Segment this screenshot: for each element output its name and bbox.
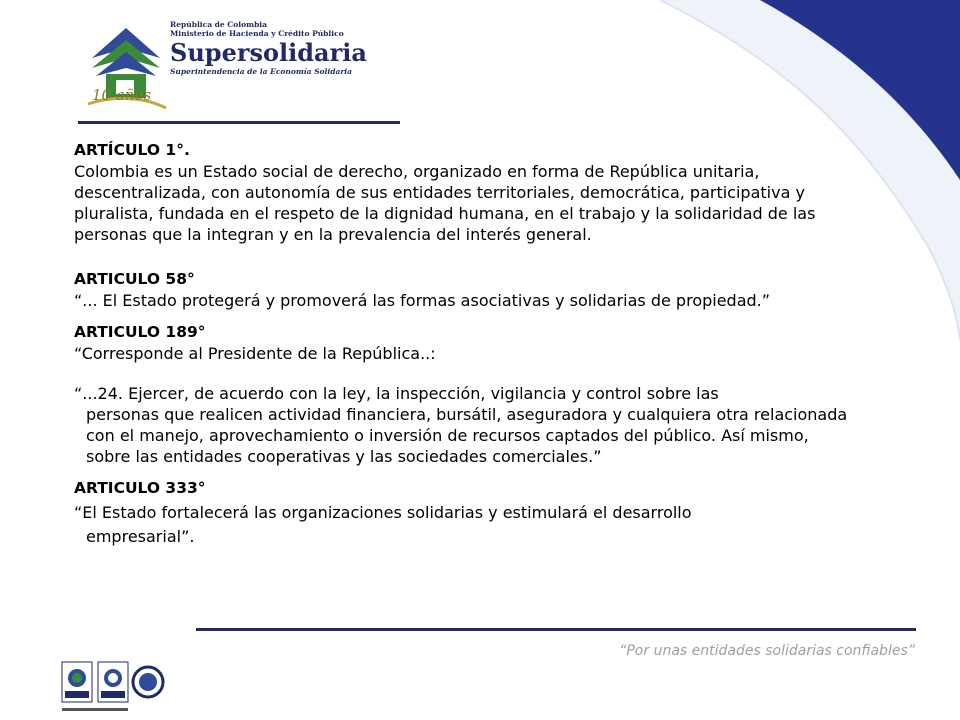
section-body-189-item-rest: personas que realicen actividad financiera, bursátil, aseguradora y cualquiera otra relacionada con el manejo, aprovechamiento o inversión de recursos captados del público. Así mismo, sobre las entidades cooperativas y las sociedades comerciales.”	[86, 405, 848, 466]
header-divider	[78, 121, 400, 124]
logo-ministry: Ministerio de Hacienda y Crédito Público	[170, 29, 344, 38]
section-body-58: “... El Estado protegerá y promoverá las formas asociativas y solidarias de propiedad.”	[74, 291, 771, 310]
iqnet-seal-icon	[133, 667, 163, 697]
logo-country: República de Colombia	[170, 20, 268, 29]
iso-certificate-icon	[62, 662, 92, 702]
footer-slogan: “Por unas entidades solidarias confiables”	[619, 643, 915, 659]
supersolidaria-logo	[82, 18, 372, 118]
section-body-189-intro: “Corresponde al Presidente de la República..:	[74, 344, 436, 363]
logo-text-block	[170, 20, 367, 76]
quality-certificate-icon	[98, 662, 128, 702]
logo-brand-name: Supersolidaria	[170, 38, 367, 67]
section-body-333-first: “El Estado fortalecerá las organizaciones solidarias y estimulará el desarrollo	[74, 503, 692, 522]
footer-divider	[196, 628, 916, 631]
section-heading-333: ARTICULO 333°	[74, 479, 206, 497]
section-heading-189: ARTICULO 189°	[74, 323, 206, 341]
section-heading-1: ARTÍCULO 1°.	[74, 141, 190, 159]
logo-subtitle: Superintendencia de la Economía Solidaria	[170, 67, 353, 76]
anniversary-label: 10 años	[92, 86, 152, 104]
certification-seals	[60, 658, 170, 718]
section-body-1: Colombia es un Estado social de derecho, organizado en forma de República unitaria, descentralizada, con autonomía de sus entidades territoriales, democrática, participativa y pluralista, fundada en el respeto de la dignidad humana, en el trabajo y la solidaridad de las personas que la integran y en la prevalencia del interés general.	[74, 162, 816, 244]
section-body-189-item-first: “...24. Ejercer, de acuerdo con la ley, la inspección, vigilancia y control sobre las	[74, 384, 719, 403]
section-body-333-rest: empresarial”.	[86, 527, 195, 546]
section-heading-58: ARTICULO 58°	[74, 270, 195, 288]
article-content	[74, 140, 888, 547]
